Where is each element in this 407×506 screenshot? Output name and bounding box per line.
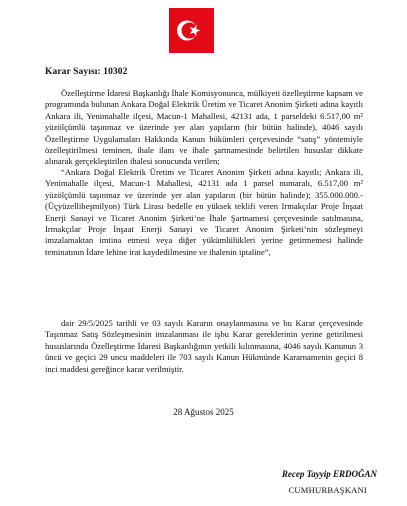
turkish-flag-icon [169,8,214,53]
paragraph-1: Özelleştirme İdaresi Başkanlığı İhale Komisyonunca, mülkiyeti özelleştirme kapsam ve programında bulunan Ankara Doğal Elektrik Üretim ve Ticaret Anonim Şirketi adına kayıtlı Ankara ili, Yenimahalle ilçesi, Macun-1 Mahallesi, 42131 ada, 1 parseldeki 6.517,00 m² yüzölçümlü taşınmaz ve üzerinde yer alan yapıların (bir bütün halinde), 4046 sayılı Özelleştirme Uygulamaları Hakkında Kanun hükümleri çerçevesinde “satış” yöntemiyle özelleştirilmesi teminen, ihale ilanı ve ihale şartnamesinde belirtilen hususlar dikkate alınarak gerçekleştirilen ihalesi sonucunda verilen; [45,88,363,167]
decision-number: Karar Sayısı: 10302 [45,67,128,77]
paragraph-3: dair 29/5/2025 tarihli ve 03 sayılı Kararın onaylanmasına ve bu Karar çerçevesinde Taşınmaz Satış Sözleşmesinin imzalanması ile işbu Karar gereklerinin yerine getirilmesi hususlarında Özelleştirme İdaresi Başkanlığının yetkili kılınmasına, 4046 sayılı Kanunun 3 üncü ve geçici 29 uncu maddeleri ile 703 sayılı Kanun Hükmünde Kararnamenin geçici 8 inci maddesi gereğince karar verilmiştir. [45,318,363,374]
decree-date: 28 Ağustos 2025 [173,407,234,417]
signatory-name: Recep Tayyip ERDOĞAN [281,469,377,479]
signatory-title: CUMHURBAŞKANI [288,485,367,495]
paragraph-2: “Ankara Doğal Elektrik Üretim ve Ticaret Anonim Şirketi adına kayıtlı; Ankara ili, Yenimahalle ilçesi, Macun-1 Mahallesi, 42131 ada 1 parsel numaralı, 6.517,00 m² yüzölçümlü taşınmaz ve üzerinde yer alan yapıların (bir bütün halinde); 355.000.000.- (Üçyüzellibeşmilyon) Türk Lirası bedelle en yüksek teklifi veren Irmakçılar Proje İnşaat Enerji Sanayi ve Ticaret Anonim Şirketi’ne İhale Şartnamesi çerçevesinde satılmasına, Irmakçılar Proje İnşaat Enerji Sanayi ve Ticaret Anonim Şirketi’nin sözleşmeyi imzalamaktan imtina etmesi veya diğer yükümlülükleri yerine getirmemesi halinde teminatının İdare lehine irat kaydedilmesine ve ihalenin iptaline”, [45,167,363,257]
